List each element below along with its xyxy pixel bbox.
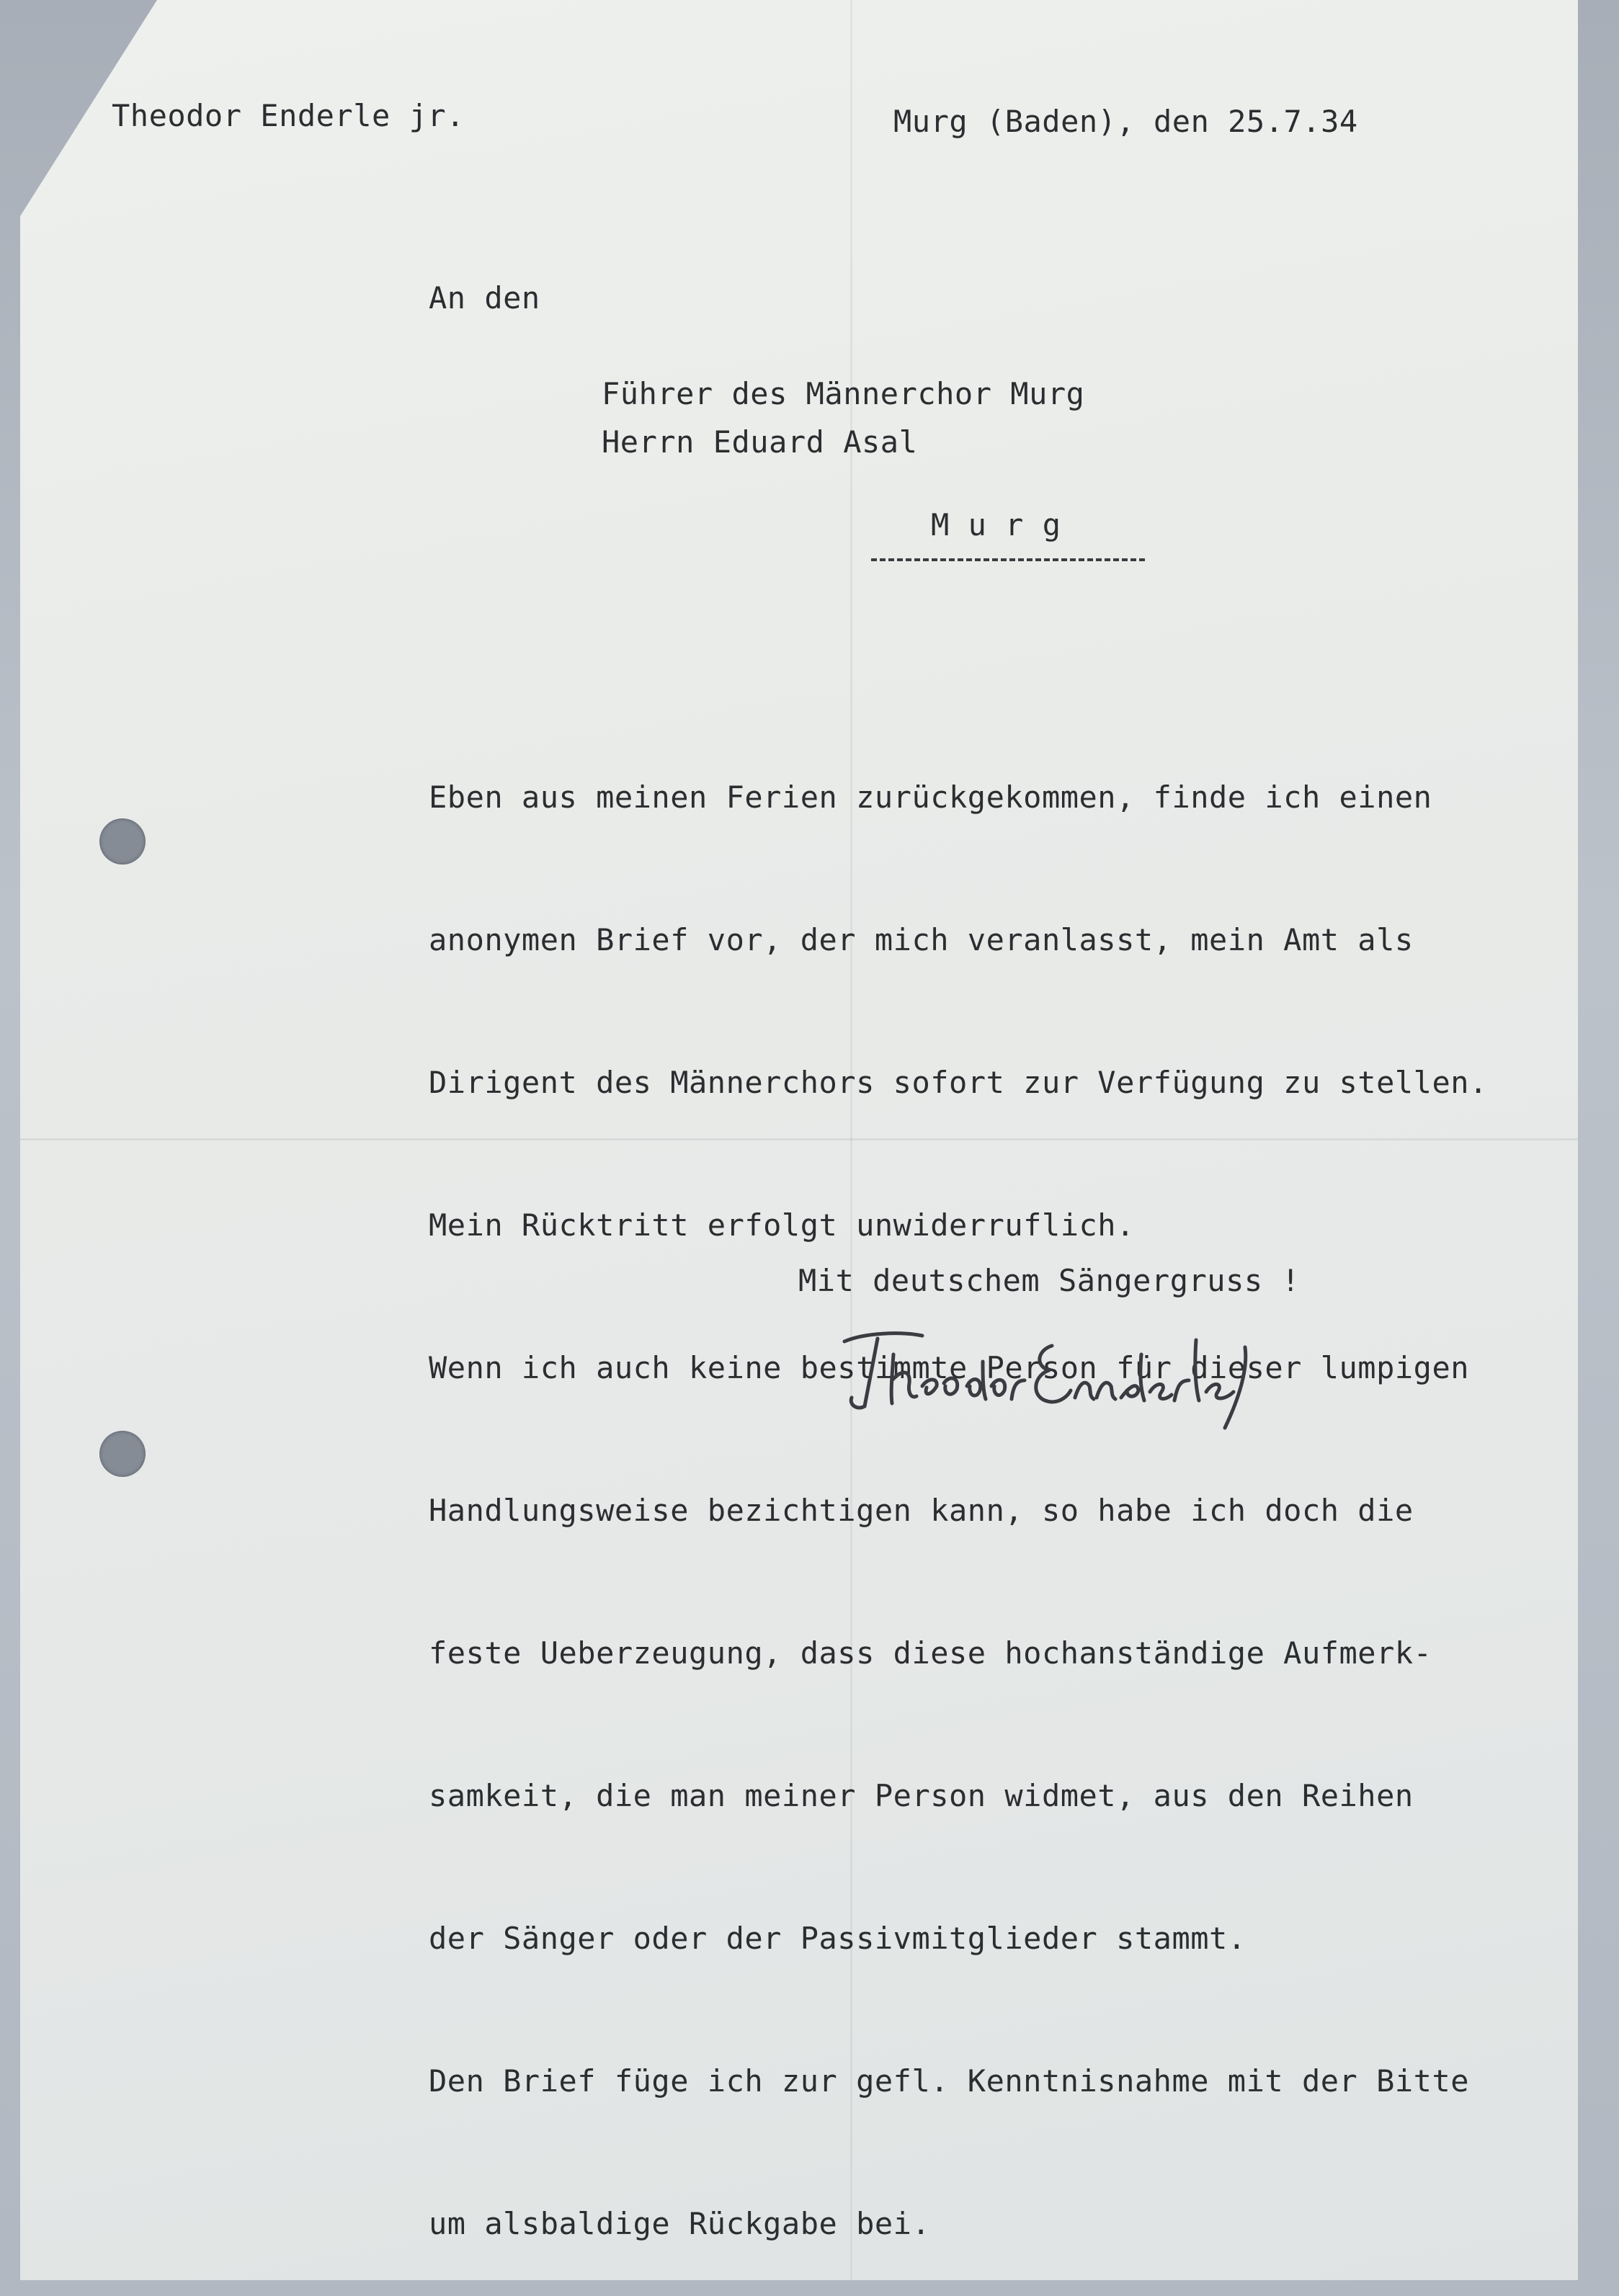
recipient-title: Führer des Männerchor Murg [602, 376, 1085, 411]
handwritten-signature [836, 1311, 1297, 1437]
punch-hole-top [99, 818, 146, 865]
body-line: Dirigent des Männerchors sofort zur Verfügung zu stellen. [429, 1065, 1488, 1100]
body-line: der Sänger oder der Passivmitglieder stammt. [429, 1921, 1246, 1956]
place-and-date: Murg (Baden), den 25.7.34 [893, 104, 1358, 139]
recipient-prefix: An den [429, 280, 540, 316]
body-line: Wenn ich auch keine bestimmte Person für dieser lumpigen [429, 1350, 1470, 1385]
body-line: Eben aus meinen Ferien zurückgekommen, finde ich einen [429, 780, 1432, 815]
punch-hole-bottom [99, 1431, 146, 1477]
letter-body [429, 679, 1488, 2295]
body-line: um alsbaldige Rückgabe bei. [429, 2206, 931, 2241]
body-line: anonymen Brief vor, der mich veranlasst, mein Amt als [429, 922, 1414, 957]
city-underline [871, 558, 1145, 561]
signature-icon [836, 1311, 1297, 1434]
recipient-name: Herrn Eduard Asal [602, 424, 918, 460]
body-line: Handlungsweise bezichtigen kann, so habe ich doch die [429, 1493, 1414, 1528]
sender-name: Theodor Enderle jr. [112, 98, 465, 133]
body-line: Den Brief füge ich zur gefl. Kenntnisnahme mit der Bitte [429, 2063, 1470, 2099]
body-line: feste Ueberzeugung, dass diese hochanständige Aufmerk- [429, 1635, 1432, 1671]
closing-greeting: Mit deutschem Sängergruss ! [798, 1263, 1301, 1298]
body-line: samkeit, die man meiner Person widmet, aus den Reihen [429, 1778, 1414, 1813]
body-line: Mein Rücktritt erfolgt unwiderruflich. [429, 1207, 1135, 1243]
recipient-city: M u r g [931, 507, 1061, 542]
